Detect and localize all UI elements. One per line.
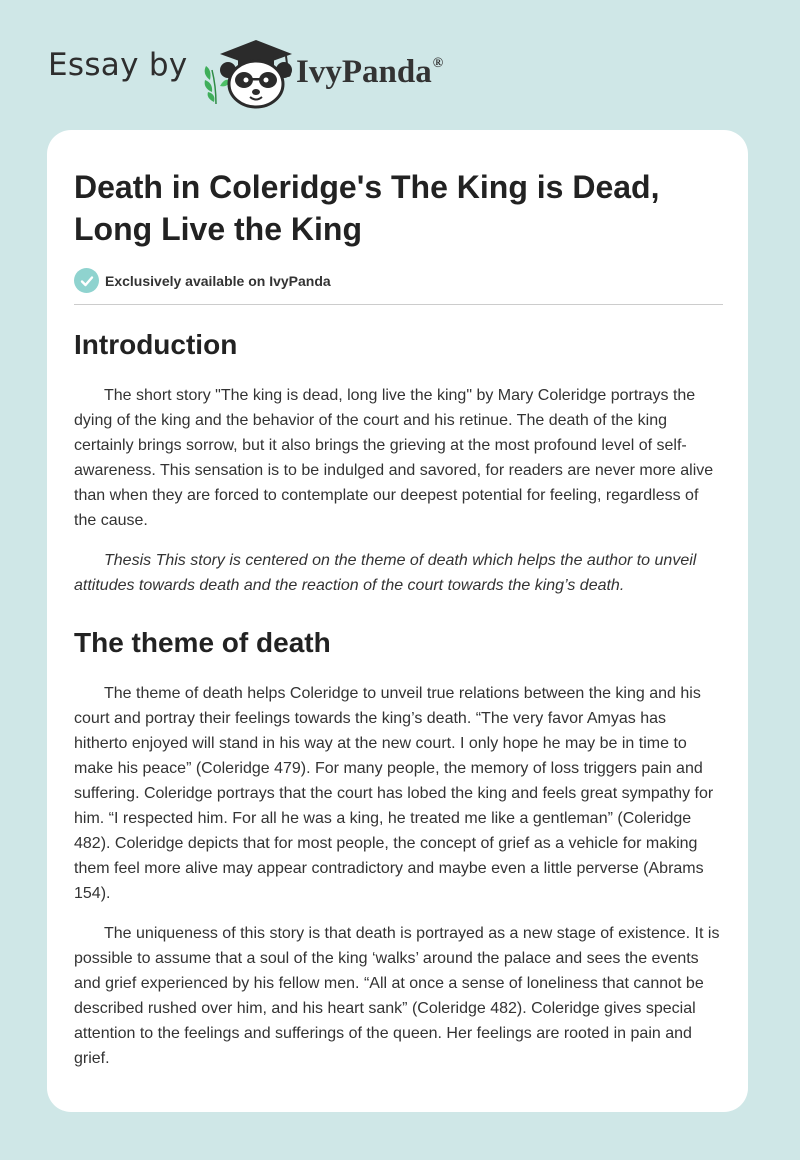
essay-content bbox=[74, 166, 723, 1071]
paragraph: The short story "The king is dead, long live the king" by Mary Coleridge portrays the dying of the king and the behavior of the court and his retinue. The death of the king certainly brings sorrow, but it also brings the grieving at the most profound level of self-awareness. This sensation is to be indulged and savored, for readers are never more alive than when they are forced to contemplate our deepest potential for feeling, regardless of the cause. bbox=[74, 387, 714, 529]
site-header bbox=[48, 34, 498, 114]
paragraph: The uniqueness of this story is that death is portrayed as a new stage of existence. It is possible to assume that a soul of the king ‘walks’ around the palace and sees the events and grief experienced by his fellow men. “All at once a sense of loneliness that cannot be described rushed over him, and his heart sank” (Coleridge 482). Coleridge gives special attention to the feelings and sufferings of the queen. Her feelings are rooted in pain and grief. bbox=[74, 925, 720, 1067]
divider bbox=[74, 304, 723, 305]
exclusive-badge bbox=[74, 268, 723, 293]
essay-card bbox=[47, 130, 748, 1112]
thesis-paragraph: Thesis This story is centered on the theme of death which helps the author to unveil attitudes towards death and the reaction of the court towards the king’s death. bbox=[74, 552, 697, 594]
panda-graduate-icon[interactable] bbox=[200, 34, 296, 110]
section-heading-introduction: Introduction bbox=[74, 329, 238, 360]
section-heading-theme-of-death: The theme of death bbox=[74, 627, 331, 658]
paragraph: The theme of death helps Coleridge to unveil true relations between the king and his court and portray their feelings towards the king’s death. “The very favor Amyas has hitherto enjoyed will stand in his way at the new court. I only hope he may be in time to make his peace” (Coleridge 479). For many people, the memory of loss triggers pain and suffering. Coleridge portrays that the court has lobed the king and feels great sympathy for him. “I respected him. For all he was a king, he treated me like a gentleman” (Coleridge 482). Coleridge depicts that for most people, the concept of grief as a vehicle for making them feel more alive may appear contradictory and maybe even a little perverse (Abrams 154). bbox=[74, 685, 714, 902]
page-title: Death in Coleridge's The King is Dead, Long Live the King bbox=[74, 169, 660, 247]
badge-label: Exclusively available on IvyPanda bbox=[105, 272, 331, 289]
checkmark-icon bbox=[74, 268, 99, 293]
brand-logo-text[interactable]: IvyPanda® bbox=[296, 54, 444, 90]
essay-by-label: Essay by bbox=[48, 47, 188, 83]
